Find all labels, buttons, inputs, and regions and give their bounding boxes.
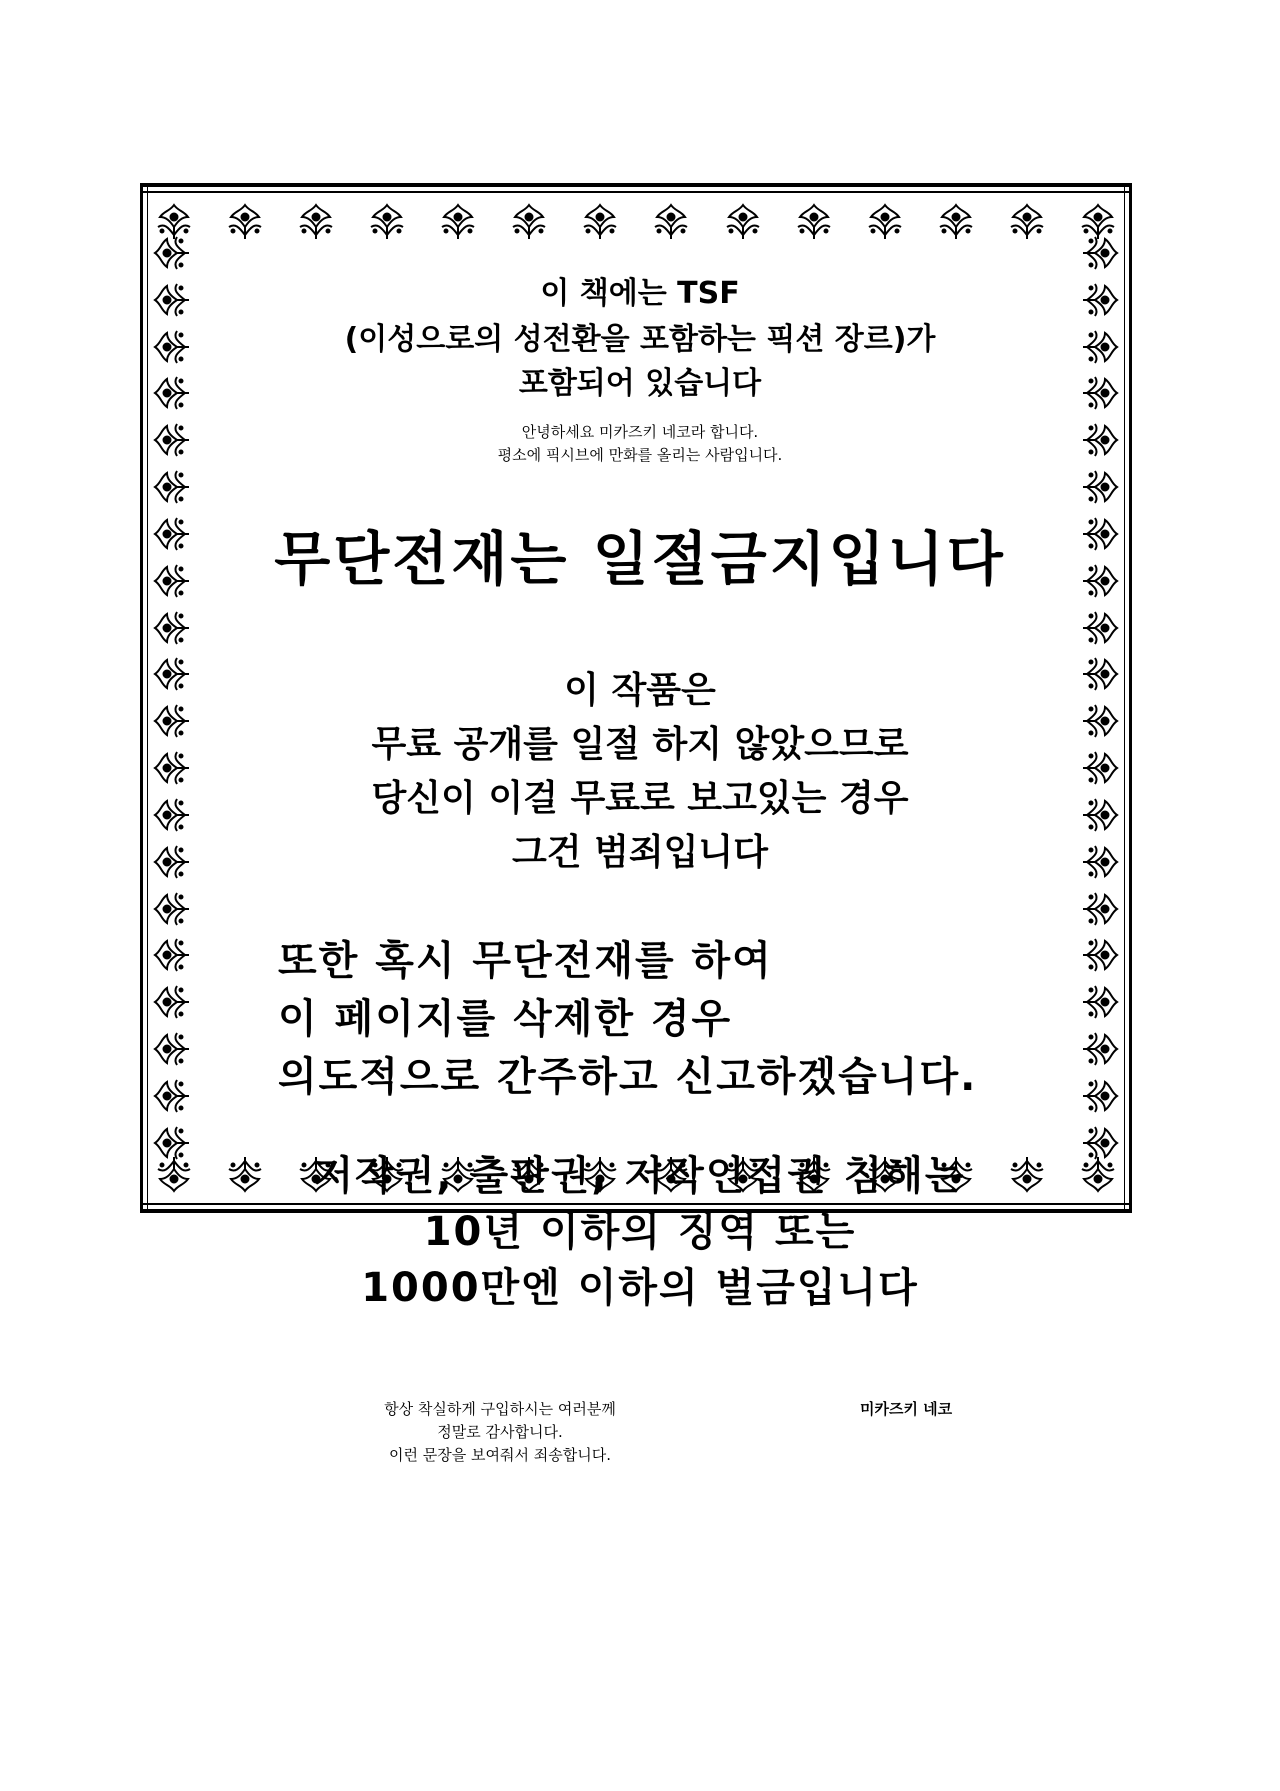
tsf-notice-line-3: 포함되어 있습니다 <box>518 366 762 401</box>
free-notice-line-3: 당신이 이걸 무료로 보고있는 경우 <box>371 778 909 819</box>
penalty-line-1: 저작권, 출판권, 저작인접권 침해는 <box>314 1153 966 1199</box>
thanks-line-3: 이런 문장을 보여줘서 죄송합니다. <box>389 1446 611 1464</box>
free-notice-line-1: 이 작품은 <box>564 670 716 711</box>
intro-line-2: 평소에 픽시브에 만화를 올리는 사람입니다. <box>497 446 783 464</box>
headline: 무단전재는 일절금지입니다 <box>274 525 1006 593</box>
thanks-line-1: 항상 착실하게 구입하시는 여러분께 <box>384 1400 616 1418</box>
free-notice-line-2: 무료 공개를 일절 하지 않았으므로 <box>371 724 909 765</box>
intro-line-1: 안녕하세요 미카즈키 네코라 합니다. <box>521 423 759 441</box>
warning-line-3: 의도적으로 간주하고 신고하겠습니다. <box>278 1054 978 1100</box>
free-notice-line-4: 그건 범죄입니다 <box>512 832 768 873</box>
thanks-line-2: 정말로 감사합니다. <box>437 1423 563 1441</box>
penalty-line-3: 1000만엔 이하의 벌금입니다 <box>361 1265 919 1311</box>
warning-line-2: 이 페이지를 삭제한 경우 <box>278 996 733 1042</box>
tsf-notice-line-2: (이성으로의 성전환을 포함하는 픽션 장르)가 <box>344 322 936 357</box>
penalty-line-2: 10년 이하의 징역 또는 <box>423 1209 857 1255</box>
tsf-notice-line-1: 이 책에는 TSF <box>540 276 740 311</box>
warning-line-1: 또한 혹시 무단전재를 하여 <box>278 938 773 984</box>
author-signature: 미카즈키 네코 <box>860 1400 953 1418</box>
